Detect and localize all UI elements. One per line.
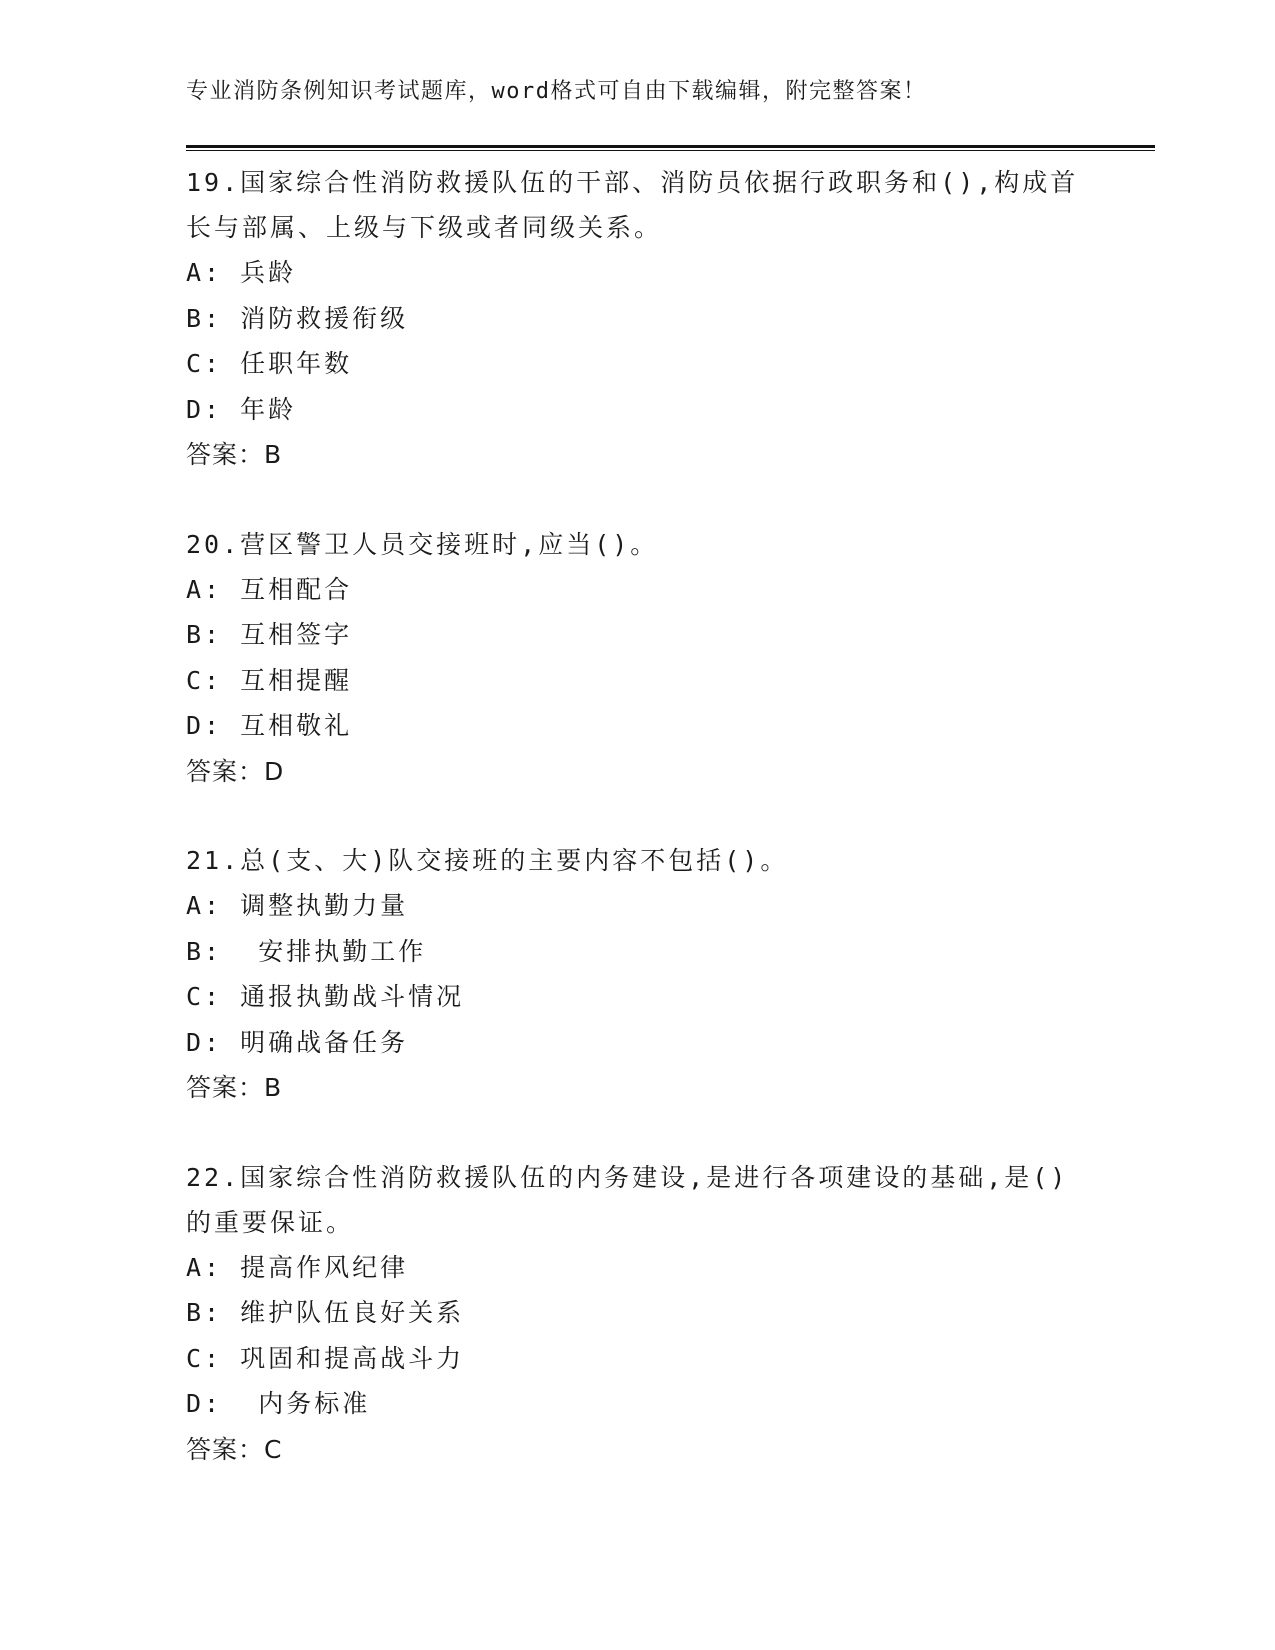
question-20 — [186, 522, 1086, 795]
option-c: C: 互相提醒 — [186, 665, 353, 695]
spacer — [186, 1111, 1086, 1155]
header-divider — [186, 145, 1155, 151]
option-list — [186, 883, 1086, 1065]
option-a: A: 调整执勤力量 — [186, 891, 409, 920]
option-d: D: 内务标准 — [186, 1389, 371, 1418]
page-header: 专业消防条例知识考试题库，word格式可自由下载编辑，附完整答案！ — [186, 79, 927, 104]
option-b: B: 安排执勤工作 — [186, 936, 427, 966]
option-c: C: 任职年数 — [186, 349, 353, 378]
question-21 — [186, 838, 1086, 1111]
option-c: C: 通报执勤战斗情况 — [186, 982, 465, 1011]
spacer — [186, 794, 1086, 838]
option-b: B: 消防救援衔级 — [186, 303, 409, 333]
answer-line: 答案：C — [186, 1434, 283, 1464]
option-a: A: 互相配合 — [186, 574, 353, 604]
question-stem: 20.营区警卫人员交接班时,应当()。 — [186, 529, 659, 559]
option-c: C: 巩固和提高战斗力 — [186, 1343, 465, 1373]
option-a: A: 提高作风纪律 — [186, 1252, 409, 1282]
divider-thick-line — [186, 145, 1155, 148]
option-d: D: 互相敬礼 — [186, 711, 353, 740]
answer-line: 答案：B — [186, 1073, 283, 1102]
answer-line: 答案：B — [186, 440, 283, 469]
option-list — [186, 567, 1086, 749]
question-list — [186, 160, 1086, 1472]
option-a: A: 兵龄 — [186, 258, 297, 287]
option-b: B: 互相签字 — [186, 620, 353, 649]
option-list — [186, 1245, 1086, 1427]
question-stem: 21.总(支、大)队交接班的主要内容不包括()。 — [186, 846, 789, 875]
question-stem: 22.国家综合性消防救援队伍的内务建设,是进行各项建设的基础,是()的重要保证。 — [186, 1162, 1069, 1237]
divider-thin-line — [186, 150, 1155, 151]
question-stem: 19.国家综合性消防救援队伍的干部、消防员依据行政职务和(),构成首长与部属、上级与下级或者同级关系。 — [186, 168, 1079, 242]
question-19 — [186, 160, 1086, 478]
option-d: D: 年龄 — [186, 394, 297, 424]
spacer — [186, 478, 1086, 522]
answer-line: 答案：D — [186, 756, 285, 786]
option-list — [186, 250, 1086, 432]
question-22 — [186, 1155, 1086, 1473]
option-b: B: 维护队伍良好关系 — [186, 1298, 465, 1327]
option-d: D: 明确战备任务 — [186, 1027, 409, 1057]
